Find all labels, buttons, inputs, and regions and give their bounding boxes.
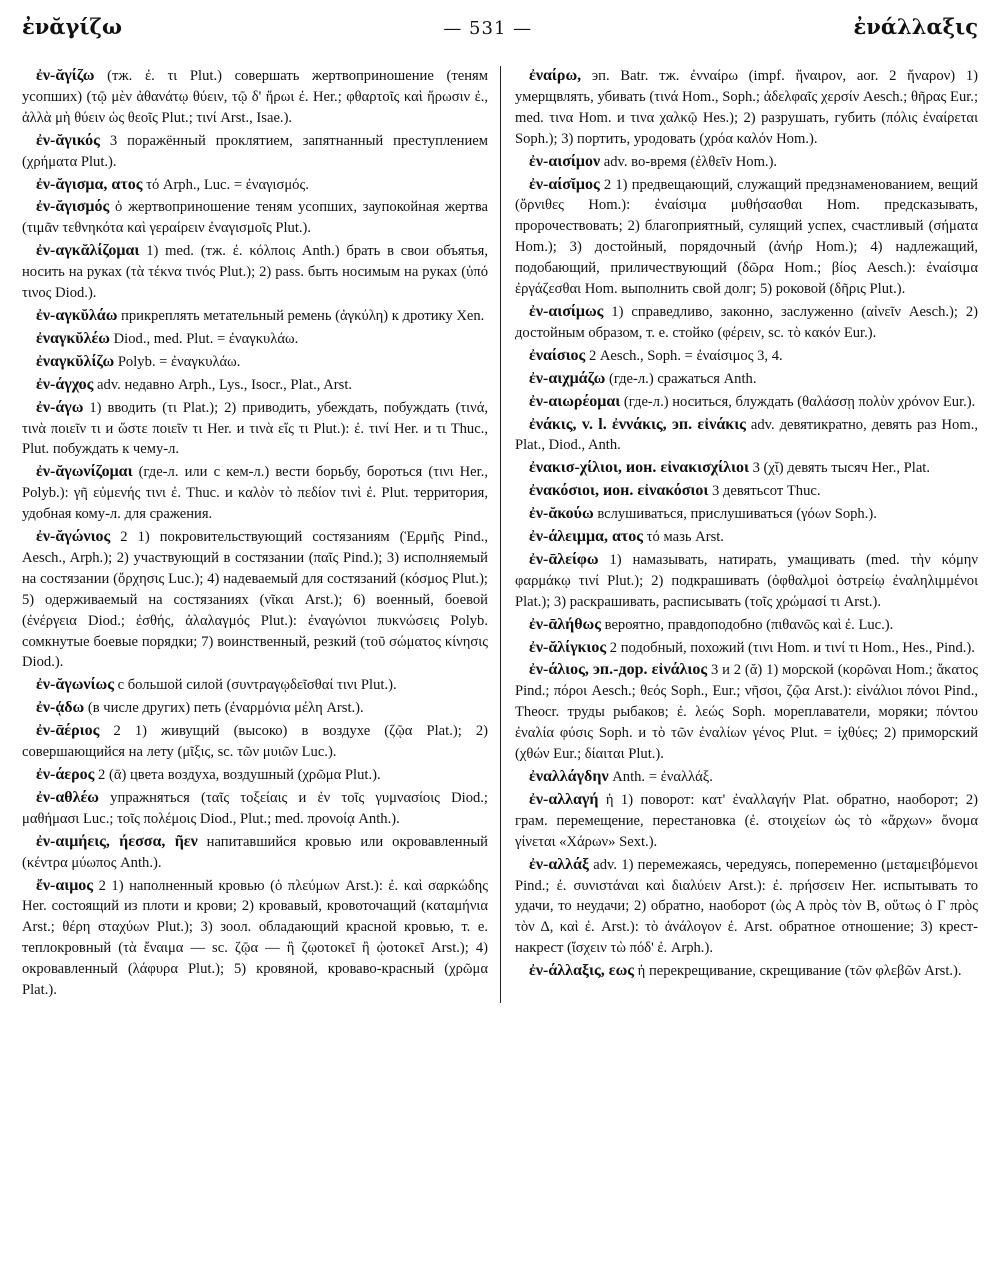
entry-definition: τό Arph., Luc. = ἐναγισμός. <box>142 176 309 193</box>
entry-headword: ἐν-ᾰγωνίζομαι <box>36 463 133 481</box>
entry-headword: ἐν-άλλαξις, εως <box>529 962 635 980</box>
entry-headword: ἐν-αλλαγή <box>529 790 599 808</box>
dictionary-entry <box>515 415 978 457</box>
entry-headword: ἐν-αθλέω <box>36 788 99 806</box>
entry-headword: ἐν-αγκᾰλίζομαι <box>36 242 140 260</box>
dictionary-entry <box>515 152 978 173</box>
dictionary-entry <box>22 721 488 763</box>
dictionary-entry <box>515 458 978 479</box>
dictionary-entry <box>22 197 488 239</box>
entry-definition: adv. 1) перемежаясь, чередуясь, попеременно (μεταμειβόμενοι Pind.; ἐ. συνιστάναι καὶ διαλύειν Arst.): ἐ. πρήσσειν Her. испытывать то удачи, то неудачи; 2) обратно, наоборот (ὡς Α πρὸς τὸν Β, οὕτως ὁ Γ πρὸς τὸν Δ, καὶ ἐ. Arst.): τὸ ἀνάλογον ἐ. Arst. обратное отношение; 3) крест-накрест (ἴσχειν τὼ πόδ' ἐ. Arph.). <box>515 856 978 957</box>
entry-headword: ἐναγκῠλίζω <box>36 352 115 370</box>
entry-headword: ἐν-ᾱέριος <box>36 722 100 740</box>
entry-definition: τό мазь Arst. <box>643 529 724 546</box>
entry-headword: ἐν-άγω <box>36 398 84 416</box>
entry-definition: adv. во-время (ἐλθεῖν Hom.). <box>600 153 778 170</box>
entry-definition: ὁ жертвоприношение теням усопших, заупокойная жертва (τιμᾶν τεθνηκότα καὶ γεραίρειν ἐναγισμοῖς Plut.). <box>22 199 488 237</box>
dictionary-entry <box>515 392 978 413</box>
entry-definition: вероятно, правдоподобно (πιθανῶς καὶ ἐ. Luc.). <box>600 616 894 633</box>
entry-headword: ἐν-αισίμον <box>529 152 601 170</box>
entry-headword: ἐν-ᾱλείφω <box>529 550 599 568</box>
dictionary-entry <box>22 765 488 786</box>
dictionary-entry <box>22 329 488 350</box>
entry-definition: 2 1) наполненный кровью (ὁ πλεύμων Arst.): ἐ. καὶ σαρκώδης Her. состоящий из плоти и крови; 2) кровавый, кровоточащий (καταμήνια Arst.; θέρη σταχύων Plut.); 3) зоол. обладающий красной кровью, т. е. теплокровный (τὰ ἔναιμα — sc. ζῷα — ἢ ζῳοτοκεῖ ἢ ᾠοτοκεῖ Arst.); 4) окровавленный (λάφυρα Plut.); 5) кровяной, кроваво-красный (χρῶμα Plat.). <box>22 877 488 999</box>
entry-definition: прикреплять метательный ремень (ἀγκύλη) к дротику Xen. <box>117 307 485 324</box>
dictionary-entry <box>515 790 978 853</box>
entry-definition: эп. Batr. тж. ἐνναίρω (impf. ἤναιρον, aor. 2 ἤναρον) 1) умерщвлять, убивать (τινά Hom., Soph.; ἀδελφαῖς χερσίν Aesch.; θῆρας Eur.; med. τινα Hom. и τινα χαλκῷ Hes.); 2) разрушать, губить (πόλις ἐναίρεται Soph.); 3) портить, уродовать (χρόα καλόν Hom.). <box>515 68 978 147</box>
dictionary-entry <box>515 855 978 960</box>
entry-headword: ἐν-αίσῐμος <box>529 175 600 193</box>
entry-definition: 2 1) предвещающий, служащий предзнаменованием, вещий (ὄρνιθες Hom.): ἐναίσιμα μυθήσασθαι Hom. предсказывать, пророчествовать; 2) благоприятный, сулящий успех, счастливый (σήματα Hom.); 3) достойный, порядочный (ἀνήρ Hom.); 4) надлежащий, подобающий, приличествующий (δῶρα Hom.; βίος Aesch.): ἐναίσιμα ἐργάζεσθαι Hom. выполнить свой долг; 5) роковой (δῆρις Plut.). <box>515 176 978 298</box>
dictionary-entry <box>22 375 488 396</box>
entry-headword: ἐν-άλιος, эп.-дор. εἰνάλιος <box>529 661 708 679</box>
entry-headword: ἐν-ᾰγισμός <box>36 198 110 216</box>
dictionary-entry <box>22 876 488 1001</box>
entry-definition: (где-л. или с кем-л.) вести борьбу, бороться (τινι Her., Polyb.): γῆ εὐμενής τινι ἐ. Thuc. и καλὸν τὸ πεδίον τινὶ ἐ. Plut. территория, удобная кому-л. для сражения. <box>22 464 488 523</box>
entry-definition: 1) справедливо, законно, заслуженно (αἰνεῖν Aesch.); 2) достойным образом, т. е. стойко (φέρειν, sc. τὸ κακόν Eur.). <box>515 303 978 341</box>
page-number: — 531 — <box>443 18 533 39</box>
dictionary-entry <box>515 66 978 150</box>
entry-headword: ἐν-αισίμως <box>529 302 604 320</box>
dictionary-entry <box>22 175 488 196</box>
entry-headword: ἐν-ᾰκούω <box>529 505 594 523</box>
dictionary-entry <box>22 832 488 874</box>
right-running-head: ἐνάλλαξις <box>853 14 978 39</box>
dictionary-entry <box>515 660 978 765</box>
entry-headword: ἐν-άλειμμα, ατος <box>529 528 644 546</box>
entry-headword: ἐναλλάγδην <box>529 768 609 785</box>
dictionary-entry <box>515 504 978 525</box>
entry-definition: 3 поражённый проклятием, запятнанный преступлением (χρήματα Plut.). <box>22 132 488 170</box>
entry-definition: 2 1) живущий (высоко) в воздухе (ζῷα Plat.); 2) совершающийся на лету (μῖξις, sc. τῶν μυιῶν Luc.). <box>22 723 488 761</box>
entry-definition: упражняться (ταῖς τοξείαις и ἐν τοῖς γυμνασίοις Diod.; μαθήμασι Luc.; τοῖς πολέμοις Diod., Plut.; med. προνοίᾳ Anth.). <box>22 789 488 827</box>
entry-headword: ἔν-αιμος <box>36 876 94 894</box>
entry-definition: 1) вводить (τι Plat.); 2) приводить, убеждать, побуждать (τινά, τινὰ ποιεῖν τι и ὥστε ποιεῖν τι Her. и τινὰ εἴς τι Plut.): ἐ. τινί Her. и τι Thuc., Plut. побуждать к чему-л. <box>22 399 488 458</box>
entry-definition: с большой силой (συντραγῳδεῖσθαί τινι Plut.). <box>113 677 397 694</box>
dictionary-entry <box>515 481 978 502</box>
dictionary-entry <box>22 788 488 830</box>
dictionary-entry <box>22 131 488 173</box>
right-column <box>500 66 978 1003</box>
entry-definition: 3 (χῐ) девять тысяч Her., Plat. <box>748 460 931 477</box>
dictionary-entry <box>22 398 488 461</box>
dictionary-entry <box>22 698 488 719</box>
columns <box>22 66 978 1003</box>
page-header <box>22 14 978 48</box>
entry-headword: ἐν-ᾰγωνίως <box>36 676 114 694</box>
dictionary-entry <box>515 302 978 344</box>
dictionary-entry <box>22 66 488 129</box>
entry-definition: ἡ перекрещивание, скрещивание (τῶν φλεβῶν Arst.). <box>634 963 962 980</box>
entry-headword: ἐνακισ-χίλιοι, ион. εἰνακισχίλιοι <box>529 459 749 477</box>
entry-headword: ἐν-ᾰγισμα, ατος <box>36 175 143 193</box>
entry-headword: ἐν-ᾰλίγκιος <box>529 638 607 656</box>
entry-headword: ἐν-αιμήεις, ήεσσα, ῆεν <box>36 832 198 850</box>
entry-headword: ἐν-ᾴδω <box>36 699 85 717</box>
entry-definition: Anth. = ἐναλλάξ. <box>608 769 713 785</box>
dictionary-entry <box>515 369 978 390</box>
entry-definition: (в числе других) петь (ἐναρμόνια μέλη Arst.). <box>84 700 364 717</box>
entry-definition: (где-л.) носиться, блуждать (θαλάσσῃ πολὺν χρόνον Eur.). <box>620 393 976 410</box>
dictionary-entry <box>515 638 978 659</box>
entry-headword: ἐναίρω, <box>529 67 582 84</box>
dictionary-entry <box>22 527 488 673</box>
dictionary-entry <box>515 615 978 636</box>
entry-headword: ἐνάκις, v. l. ἐννάκις, эп. εἰνάκις <box>529 415 746 433</box>
dictionary-entry <box>22 352 488 373</box>
entry-definition: Polyb. = ἐναγκυλάω. <box>114 353 241 370</box>
entry-definition: 2 1) покровительствующий состязаниям (Ἑρμῆς Pind., Aesch., Arph.); 2) участвующий в состязании (παῖς Pind.); 3) исполняемый на состязании (ὄρχησις Luc.); 4) надеваемый для состязаний (κόσμος Plut.); 5) одерживаемый на состязаниях (νῖκαι Arst.); 6) военный, боевой (ἐνέργεια Diod.; ἐσθής, ἀλαλαγμός Plut.): ἐναγώνιοι πυκνώσεις Polyb. сомкнутые боевые порядки; 7) воинственный, резкий (τοῦ σώματος κίνησις Diod.). <box>22 529 488 671</box>
entry-definition: Diod., med. Plut. = ἐναγκυλάω. <box>109 330 299 347</box>
left-running-head: ἐνᾰγίζω <box>22 14 122 39</box>
entry-definition: вслушиваться, прислушиваться (γόων Soph.). <box>593 506 877 523</box>
dictionary-entry <box>22 241 488 304</box>
entry-definition: 2 (ᾱ) цвета воздуха, воздушный (χρῶμα Plut.). <box>94 767 381 783</box>
entry-headword: ἐν-αιχμάζω <box>529 369 606 387</box>
entry-definition: 1) намазывать, натирать, умащивать (med. τὴν κόμην φαρμάκῳ τινί Plut.); 2) подкрашивать (ὀφθαλμοὶ ὀστρείῳ ἐναληλιμμένοι Plat.); 3) раскрашивать, расписывать (τοῖς χρώμασί τι Arst.). <box>515 551 978 610</box>
left-column <box>22 66 500 1003</box>
dictionary-entry <box>515 767 978 788</box>
entry-headword: ἐν-άγχος <box>36 375 94 393</box>
entry-definition: (тж. ἐ. τι Plut.) совершать жертвоприношение (теням усопших) (τῷ μὲν ἀθανάτῳ θύειν, τῷ δ' ἥρωι ἐ. Her.; φθαρτοῖς καὶ ἥρωσιν ἐ., ἀλλὰ μὴ θύειν ὡς θεοῖς Plut.; τινί Arst., Isae.). <box>22 68 488 126</box>
entry-headword: ἐν-ᾱλήθως <box>529 615 601 633</box>
dictionary-entry <box>22 675 488 696</box>
entry-headword: ἐν-ᾰγικός <box>36 131 100 149</box>
entry-headword: ἐναγκῠλέω <box>36 329 110 347</box>
entry-definition: (где-л.) сражаться Anth. <box>605 370 757 387</box>
entry-headword: ἐν-αλλάξ <box>529 855 590 873</box>
entry-definition: 3 и 2 (ᾰ) 1) морской (κορῶναι Hom.; ἄκατος Pind.; πόροι Aesch.; θεός Soph., Eur.; νῆσοι, ζῷα Arst.): εἰνάλιοι πόνοι Pind., Theocr. труды рыбаков; ἐ. λεώς Soph. мореплаватели, моряки; πόντου ἐναλία φύσις Soph. и τὸ τῶν ἐναλίων γένος Plut. = ἰχθύες; 2) приморский (χθών Eur.; δίαιται Plut.). <box>515 662 978 763</box>
dictionary-entry <box>515 550 978 613</box>
entry-definition: adv. девятикратно, девять раз Hom., Plat., Diod., Anth. <box>515 416 978 454</box>
entry-headword: ἐν-ᾰγίζω <box>36 67 95 84</box>
entry-definition: 2 подобный, похожий (τινι Hom. и τινί τι Hom., Hes., Pind.). <box>606 639 975 656</box>
entry-definition: 2 Aesch., Soph. = ἐναίσιμος 3, 4. <box>585 347 783 364</box>
entry-definition: ἡ 1) поворот: κατ' ἐναλλαγήν Plat. обратно, наоборот; 2) грам. перемещение, перестановка (ἐ. στοιχείων ὡς τὸ «ἄρχων» ὄνομα γίνεται «Χάρων» Sext.). <box>515 791 978 850</box>
entry-definition: напитавшийся кровью или окровавленный (κέντρα μύωπος Anth.). <box>22 833 488 871</box>
entry-headword: ἐν-ᾰγώνιος <box>36 528 111 546</box>
entry-headword: ἐνακόσιοι, ион. εἰνακόσιοι <box>529 482 709 500</box>
entry-definition: 1) med. (тж. ἐ. κόλποις Anth.) брать в свои объятья, носить на руках (τὰ τέκνα τινός Plut.); 2) pass. быть носимым на руках (ὑπό τινος Diod.). <box>22 243 488 302</box>
dictionary-entry <box>22 462 488 525</box>
entry-headword: ἐν-αγκῠλάω <box>36 306 118 324</box>
entry-headword: ἐν-άερος <box>36 766 95 783</box>
dictionary-entry <box>515 527 978 548</box>
dictionary-entry <box>515 346 978 367</box>
dictionary-entry <box>22 306 488 327</box>
entry-headword: ἐν-αιωρέομαι <box>529 392 621 410</box>
entry-definition: adv. недавно Arph., Lys., Isocr., Plat., Arst. <box>93 376 353 393</box>
dictionary-entry <box>515 175 978 300</box>
entry-headword: ἐναίσιος <box>529 346 586 364</box>
dictionary-entry <box>515 961 978 982</box>
entry-definition: 3 девятьсот Thuc. <box>708 483 821 500</box>
